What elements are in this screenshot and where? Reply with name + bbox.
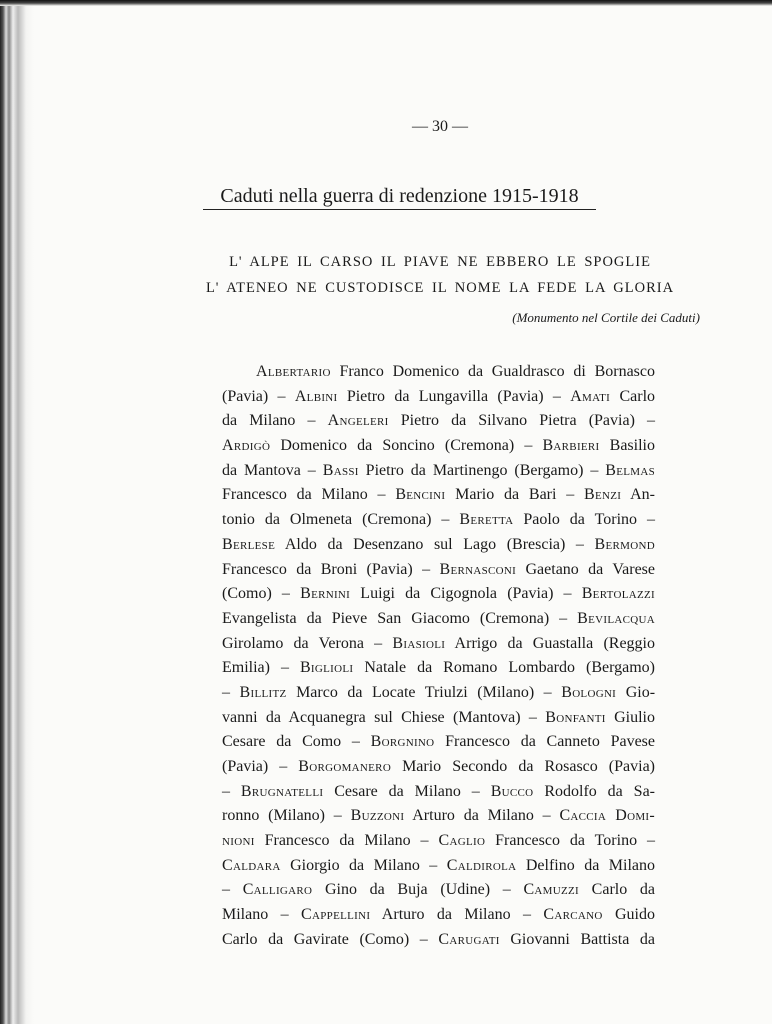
text-line <box>222 854 655 879</box>
surname: Benzi <box>584 486 622 504</box>
surname: Bernasconi <box>439 560 517 578</box>
surname: Billitz <box>239 683 287 701</box>
book-binding-shadow <box>0 0 34 1024</box>
text-segment: Mario da Bari – <box>445 486 585 504</box>
text-segment: (Pavia) – <box>222 387 295 405</box>
text-segment: Gaetano da Varese <box>516 560 655 578</box>
text-segment: Carlo <box>610 387 656 405</box>
page-title: Caduti nella guerra di redenzione 1915-1918 <box>203 185 596 210</box>
surname: Biglioli <box>299 659 354 677</box>
text-line <box>222 928 655 953</box>
surname: Biasioli <box>392 634 446 652</box>
surname: Carcano <box>543 906 603 924</box>
epigraph-citation: (Monumento nel Cortile dei Caduti) <box>512 310 700 325</box>
text-segment: Giulio <box>605 708 656 726</box>
text-segment: – <box>222 683 240 701</box>
text-line <box>222 755 655 780</box>
text-line <box>222 706 655 731</box>
text-line <box>222 582 655 607</box>
surname: Berlese <box>222 535 276 553</box>
text-segment: Arturo da Milano – <box>370 906 544 924</box>
text-line <box>222 508 655 533</box>
text-segment: Girolamo da Verona – <box>222 634 393 652</box>
surname: Caglio <box>438 832 486 850</box>
surname: Cappellini <box>301 906 371 924</box>
text-segment: Carlo da <box>579 881 656 899</box>
surname: Bencini <box>395 486 446 504</box>
text-segment: Emilia) – <box>222 659 300 677</box>
surname: Belmas <box>605 461 656 479</box>
surname: Bertolazzi <box>581 585 655 603</box>
surname: Borgomanero <box>298 758 392 775</box>
text-segment: Francesco da Torino – <box>485 832 655 850</box>
text-line <box>222 632 655 657</box>
text-line <box>222 730 655 755</box>
text-segment: Milano – <box>222 906 302 924</box>
text-line <box>222 804 655 829</box>
text-segment: Gio- <box>616 683 656 701</box>
surname: Borgnino <box>370 733 435 751</box>
text-line <box>222 780 655 805</box>
surname: nioni <box>222 832 255 850</box>
surname: Carugati <box>438 930 500 948</box>
text-line <box>222 903 655 928</box>
text-line <box>222 878 655 903</box>
text-segment: da Milano – <box>222 412 328 430</box>
text-segment: Natale da Romano Lombardo (Bergamo) <box>353 659 655 677</box>
surname: Bevilacqua <box>577 609 655 627</box>
page-number: — 30 — <box>412 118 468 135</box>
text-segment: Gino da Buja (Udine) – <box>312 881 524 899</box>
surname: Bucco <box>490 782 534 800</box>
text-line <box>222 385 655 410</box>
text-segment: Pietro da Lungavilla (Pavia) – <box>337 387 571 405</box>
text-segment: Guido <box>602 906 656 924</box>
text-line <box>222 360 655 385</box>
text-line <box>222 533 655 558</box>
epigraph-line: L' ATENEO NE CUSTODISCE IL NOME LA FEDE LA GLORIA <box>205 280 675 296</box>
text-line <box>222 409 655 434</box>
text-segment: Rodolfo da Sa- <box>533 782 656 800</box>
surname: Barbieri <box>542 437 600 455</box>
text-line <box>222 483 655 508</box>
surname: Bonfanti <box>545 708 606 726</box>
surname: Albini <box>294 387 338 405</box>
text-segment: Pietro da Silvano Pietra (Pavia) – <box>388 412 656 430</box>
surname: Ardigò <box>222 437 271 455</box>
surname: Beretta <box>459 511 514 529</box>
surname: Caccia Domi- <box>559 807 656 825</box>
text-segment: Giorgio da Milano – <box>280 856 447 874</box>
text-segment: Giovanni Battista da <box>499 930 656 948</box>
text-segment: Paolo da Torino – <box>513 511 655 529</box>
text-line <box>222 681 655 706</box>
text-segment: An- <box>621 486 656 504</box>
text-segment: Mario Secondo da Rosasco (Pavia) <box>391 758 655 775</box>
text-line <box>222 558 655 583</box>
surname: Buzzoni <box>350 807 405 825</box>
surname: Brugnatelli <box>240 782 324 800</box>
text-segment: Francesco da Milano – <box>254 832 439 850</box>
surname: Amati <box>570 387 611 405</box>
surname: Camuzzi <box>523 881 579 899</box>
text-segment: Domenico da Soncino (Cremona) – <box>270 437 543 455</box>
text-segment: Pietro da Martinengo (Bergamo) – <box>358 461 606 479</box>
text-segment: Delfino da Milano <box>516 856 655 874</box>
text-segment: (Pavia) – <box>222 758 299 775</box>
surname: Angeleri <box>327 412 389 430</box>
surname: Caldara <box>222 856 281 874</box>
surname: Bernini <box>300 585 351 603</box>
text-segment: Luigi da Cigognola (Pavia) – <box>350 585 582 603</box>
text-segment: Cesare da Milano – <box>323 782 491 800</box>
text-segment: Francesco da Milano – <box>222 486 396 504</box>
epigraph-line: L' ALPE IL CARSO IL PIAVE NE EBBERO LE SPOGLIE <box>229 254 651 270</box>
text-segment: tonio da Olmeneta (Cremona) – <box>222 511 460 529</box>
surname: Bologni <box>561 683 617 701</box>
text-line <box>222 459 655 484</box>
surname: Bermond <box>594 535 655 553</box>
text-segment: Francesco da Canneto Pavese <box>434 733 655 751</box>
text-segment: Marco da Locate Triulzi (Milano) – <box>286 683 562 701</box>
text-line <box>222 607 655 632</box>
text-segment: Evangelista da Pieve San Giacomo (Cremona) – <box>222 609 578 627</box>
text-segment: Franco Domenico da Gualdrasco di Bornasco <box>330 363 655 380</box>
text-segment: – <box>222 782 241 800</box>
text-segment: Basilio <box>599 437 655 455</box>
text-segment: da Mantova – <box>222 461 323 479</box>
text-line <box>222 434 655 459</box>
text-segment: vanni da Acquanegra sul Chiese (Mantova) – <box>222 708 546 726</box>
text-line <box>222 829 655 854</box>
surname: Caldirola <box>446 856 517 874</box>
text-segment: Francesco da Broni (Pavia) – <box>222 560 440 578</box>
text-segment: ronno (Milano) – <box>222 807 351 825</box>
text-segment: (Como) – <box>222 585 301 603</box>
text-segment: Cesare da Como – <box>222 733 371 751</box>
text-segment: Arturo da Milano – <box>404 807 560 825</box>
surname: Bassi <box>322 461 359 479</box>
surname: Calligaro <box>242 881 313 899</box>
scan-top-edge <box>0 0 772 6</box>
text-segment: Arrigo da Guastalla (Reggio <box>445 634 655 652</box>
text-segment: Carlo da Gavirate (Como) – <box>222 930 439 948</box>
text-segment: Aldo da Desenzano sul Lago (Brescia) – <box>275 535 595 553</box>
surname: Albertario <box>256 363 331 380</box>
text-line <box>222 656 655 681</box>
text-segment: – <box>222 881 243 899</box>
list-of-fallen <box>222 360 655 953</box>
